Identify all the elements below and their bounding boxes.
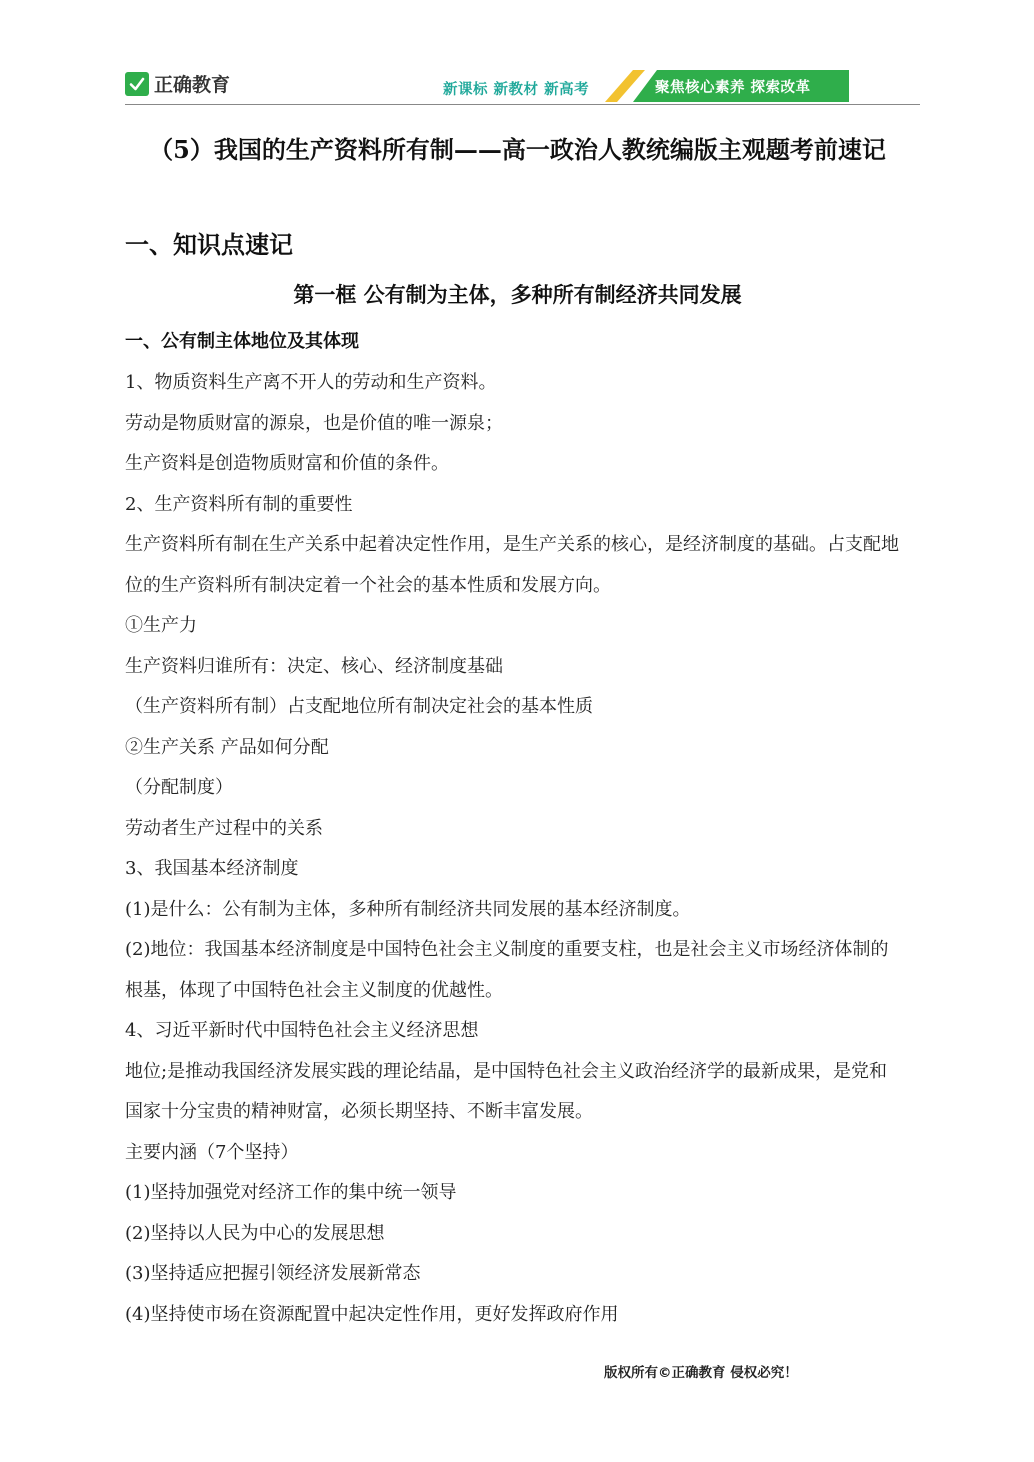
paragraph: （生产资料所有制）占支配地位所有制决定社会的基本性质: [125, 696, 593, 717]
paragraph: 4、习近平新时代中国特色社会主义经济思想: [125, 1020, 479, 1041]
subsection-heading: 一、公有制主体地位及其体现: [125, 331, 359, 352]
paragraph: 3、我国基本经济制度: [125, 858, 299, 879]
header-divider: [125, 104, 920, 105]
copyright-footer: 版权所有©正确教育 侵权必究！: [604, 1365, 798, 1381]
document-title: （5）我国的生产资料所有制——高一政治人教统编版主观题考前速记: [149, 135, 886, 164]
page-header: [125, 66, 920, 106]
paragraph: 生产资料归谁所有：决定、核心、经济制度基础: [125, 655, 503, 677]
paragraph: 地位;是推动我国经济发展实践的理论结晶，是中国特色社会主义政治经济学的最新成果，是党和国家十分宝贵的精神财富，必须长期坚持、不断丰富发展。: [125, 1060, 888, 1122]
document-body: [125, 363, 905, 1335]
paragraph: 生产资料所有制在生产关系中起着决定性作用，是生产关系的核心，是经济制度的基础。占支配地位的生产资料所有制决定着一个社会的基本性质和发展方向。: [125, 534, 899, 596]
paragraph: 劳动者生产过程中的关系: [125, 817, 323, 839]
slogan-banner: [605, 68, 849, 102]
paragraph: ①生产力: [125, 615, 197, 636]
paragraph: （分配制度）: [125, 777, 233, 798]
section-heading: 一、知识点速记: [125, 230, 293, 259]
paragraph: 1、物质资料生产离不开人的劳动和生产资料。: [125, 372, 497, 393]
checkmark-icon: [125, 72, 149, 96]
brand-logo: [125, 70, 230, 97]
paragraph: 主要内涵（7个坚持）: [125, 1141, 299, 1163]
paragraph: 劳动是物质财富的源泉，也是价值的唯一源泉；: [125, 412, 503, 434]
paragraph: ②生产关系 产品如何分配: [125, 736, 329, 758]
logo-text: 正确教育: [154, 74, 231, 96]
paragraph: (4)坚持使市场在资源配置中起决定性作用，更好发挥政府作用: [125, 1303, 619, 1325]
lesson-title: 第一框 公有制为主体，多种所有制经济共同发展: [293, 282, 742, 307]
paragraph: (2)地位：我国基本经济制度是中国特色社会主义制度的重要支柱，也是社会主义市场经济体制的根基，体现了中国特色社会主义制度的优越性。: [125, 939, 889, 1001]
paragraph: (1)是什么：公有制为主体，多种所有制经济共同发展的基本经济制度。: [125, 898, 691, 920]
paragraph: (3)坚持适应把握引领经济发展新常态: [125, 1263, 421, 1284]
slogan-left: 新课标 新教材 新高考: [443, 82, 590, 98]
paragraph: (2)坚持以人民为中心的发展思想: [125, 1222, 385, 1244]
paragraph: 生产资料是创造物质财富和价值的条件。: [125, 453, 449, 474]
slogan-right: 聚焦核心素养 探索改革: [655, 80, 811, 96]
paragraph: 2、生产资料所有制的重要性: [125, 493, 353, 515]
paragraph: (1)坚持加强党对经济工作的集中统一领导: [125, 1182, 457, 1203]
